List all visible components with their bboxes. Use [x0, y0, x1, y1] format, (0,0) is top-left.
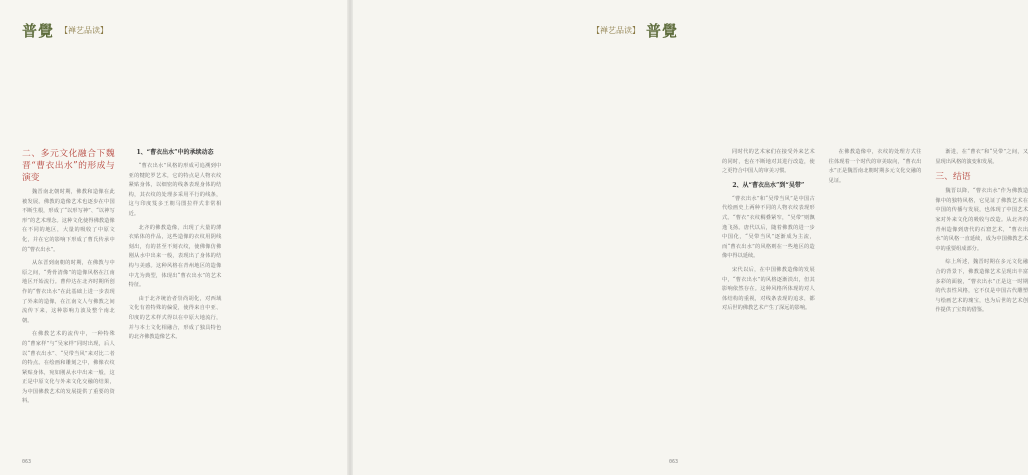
- book-gutter: [347, 0, 353, 475]
- left-column-2: [129, 148, 222, 411]
- page-number: 063: [22, 459, 32, 465]
- right-column-1: [722, 148, 815, 320]
- section-heading: 二、多元文化融合下魏晋“曹衣出水”的形成与演变: [22, 149, 115, 183]
- right-page-header: [592, 20, 678, 41]
- body-paragraph: “曹衣出水”风格的形成可追溯到中亚的犍陀罗艺术，它的特点是人物衣纹紧贴身体，以细密的线条表现身体的结构，其衣纹的处理多采用平行的线条，这与印度笈多王朝马图拉样式非常相近。: [128, 163, 222, 217]
- page-number: 063: [668, 459, 678, 465]
- body-paragraph: 北齐的佛教造像，出现了大量的薄衣贴体的作品，这些造像的衣纹用阴线刻出，有的甚至不刻衣纹，使佛像仿佛刚从水中出来一般，表现出了身体的结构与美感。这种风格在青州地区的造像中尤为典型，体现出“曹衣出水”的艺术特征。: [128, 224, 222, 289]
- brand-logo: 普覺: [645, 22, 678, 40]
- left-page: [0, 0, 350, 475]
- left-column-1: [22, 148, 115, 411]
- body-paragraph: 在佛教造像中，衣纹的处理方式往往体现着一个时代的审美取向，“曹衣出水”正是魏晋南北朝时期多元文化交融的见证。: [828, 149, 922, 184]
- right-column-2: [829, 148, 922, 320]
- right-text-columns: [722, 148, 1028, 320]
- section-heading: 三、结语: [935, 172, 971, 183]
- body-paragraph: 在佛教艺术的流传中，一种特殊的“曹家样”与“吴家样”同时出现，后人以“曹衣出水”、“吴带当风”来对比二者的特点。在绘画和雕刻之中，佛像衣纹紧贴身体，宛如刚从水中出来一般，这正是中原文化与外来文化交融的结果，为中国佛教艺术的发展提供了重要的资料。: [22, 331, 115, 405]
- left-column-3: [235, 148, 328, 411]
- body-paragraph: 宋代以后，在中国佛教造像的发展中，“曹衣出水”的风格逐渐淡出，但其影响依然存在。这种风格所体现的对人体结构的重视，对线条表现的追求，都对后世的佛教艺术产生了深远的影响。: [722, 266, 815, 312]
- section-tag: 【禅艺品读】: [591, 26, 640, 35]
- right-column-3: [935, 148, 1028, 320]
- left-page-header: [22, 20, 108, 41]
- body-paragraph: 魏晋以降，“曹衣出水”作为佛教造像中的独特风格，它见证了佛教艺术在中国的传播与发展，也体现了中国艺术家对外来文化的吸收与改造。从北齐的青州造像到唐代的石窟艺术，“曹衣出水”的风格一直延续，成为中国佛教艺术中的重要组成部分。: [935, 188, 1028, 252]
- body-paragraph: 由于北齐统治者崇尚胡化，对西域文化有着特殊的偏爱，使得来自中亚、印度的艺术样式得以在中原大地流行，并与本土文化相融合，形成了独具特色的北齐佛教造像艺术。: [128, 295, 222, 341]
- section-tag: 【禅艺品读】: [60, 26, 109, 35]
- body-paragraph: 同时代的艺术家们在接受外来艺术的同时，也在不断地对其进行改造，使之更符合中国人的审美习惯。: [722, 149, 815, 175]
- body-paragraph: 魏晋南北朝时期，佛教和造像在此被发展。佛教的造像艺术也逐步在中国不断生根，形成了“以形写神”、“以神写形”的艺术理念。这种文化使得佛教造像在不同的地区，大量的吸收了中原文化，并在它的影响下形成了曹氏传承中的“曹衣出水”。: [22, 189, 115, 253]
- right-page: [350, 0, 1028, 475]
- body-paragraph: 从东晋到南朝的时期，在佛教与中原之间，“秀骨清像”的造像风格在江南地区开始流行。曹仲达在北齐时期所创作的“曹衣出水”在此基础上进一步表现了外来的造像，在江南文人与佛教之间流传下来，这种影响力波及整个南北朝。: [22, 260, 115, 324]
- body-paragraph: 渐进，在“曹衣”和“吴带”之间，又显现出风格的演变和发展。: [935, 149, 1028, 165]
- body-paragraph: 综上所述，魏晋时期在多元文化融合的背景下，佛教造像艺术呈现出丰富多彩的面貌，“曹衣出水”正是这一时期的代表性风格，它不仅是中国古代雕塑与绘画艺术的瑰宝，也为后世的艺术创作提供了宝贵的借鉴。: [935, 259, 1028, 314]
- subsection-heading: 1、“曹衣出水”中的承续动态: [136, 149, 214, 156]
- brand-logo: 普覺: [22, 22, 55, 40]
- subsection-heading: 2、从“曹衣出水”到“吴带”: [732, 181, 805, 189]
- body-paragraph: “曹衣出水”和“吴带当风”是中国古代绘画史上两种不同的人物衣纹表现形式。“曹衣”衣纹稠叠紧窄，“吴带”则飘逸飞扬。唐代以后，随着佛教的进一步中国化，“吴带当风”逐渐成为主流，而“曹衣出水”的风格则在一些地区的造像中得以延续。: [722, 195, 815, 260]
- left-text-columns: [22, 148, 328, 411]
